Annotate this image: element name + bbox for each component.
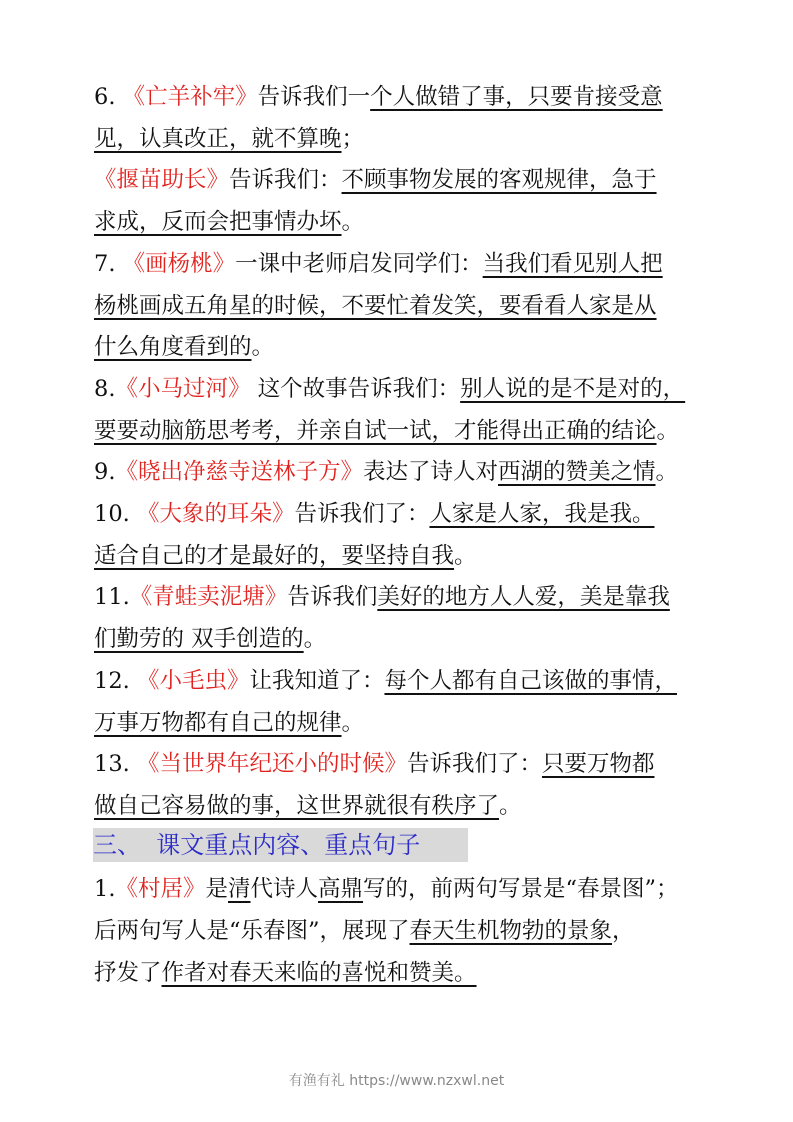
text-segment: 1.	[94, 876, 116, 903]
text-segment: 让我知道了：	[249, 667, 385, 694]
footer-watermark: 有渔有礼 https://www.nzxwl.net	[288, 1073, 505, 1089]
underlined-text: 春天生机物勃的景象	[409, 918, 613, 944]
text-segment: 9.	[94, 459, 116, 486]
text-segment: 6.	[94, 84, 123, 110]
lesson-title: 《青蛙卖泥塘》	[129, 584, 288, 611]
lesson-title: 《画杨桃》	[122, 250, 236, 277]
underlined-text: 西湖的赞美之情	[498, 459, 656, 486]
section-heading: 三、 课文重点内容、重点句子	[93, 828, 468, 862]
underlined-text: 要要动脑筋思考考，并亲自试一试，才能得出正确的结论	[94, 417, 657, 444]
text-line	[94, 576, 704, 618]
underlined-text: 适合自己的才是最好的，要坚持自我	[94, 542, 455, 569]
text-line	[94, 326, 704, 368]
underlined-text: 每个人都有自己该做的事情，	[384, 667, 677, 694]
lesson-title: 《小毛虫》	[136, 667, 250, 694]
text-line	[94, 910, 704, 952]
text-segment: 后两句写人是“乐春图”，展现了	[94, 918, 410, 944]
text-line	[94, 868, 704, 910]
text-segment: 12.	[94, 667, 137, 694]
text-segment: 。	[655, 459, 679, 486]
lesson-title: 《小马过河》	[115, 375, 251, 402]
text-line	[94, 285, 704, 327]
lesson-title: 《晓出净慈寺送林子方》	[115, 459, 363, 486]
text-line	[94, 201, 704, 243]
text-segment: ；	[341, 125, 365, 152]
underlined-text: 作者对春天来临的喜悦和赞美。	[161, 959, 477, 986]
text-line	[94, 451, 704, 493]
text-segment: 告诉我们	[287, 584, 378, 611]
text-segment: 一课中老师启发同学们：	[235, 250, 483, 277]
text-line	[94, 618, 704, 660]
text-segment: 抒发了	[94, 959, 162, 986]
underlined-text: 做自己容易做的事，这世界就很有秩序了	[94, 792, 500, 819]
text-segment: 告诉我们了：	[294, 501, 430, 527]
underlined-text: 别人说的是不是对的，	[460, 375, 686, 402]
text-segment: 11.	[94, 584, 130, 611]
text-segment: 。	[303, 626, 327, 653]
underlined-text: 求成，反而会把事情办坏	[94, 209, 342, 236]
text-line	[94, 243, 704, 285]
text-line	[94, 702, 704, 744]
text-line	[94, 493, 704, 535]
text-segment: 7.	[94, 250, 123, 277]
underlined-text: 清	[228, 876, 251, 903]
lesson-title: 《村居》	[115, 876, 206, 903]
underlined-text: 杨桃画成五角星的时候，不要忙着发笑，要看看人家是从	[94, 292, 657, 319]
text-segment: 10.	[94, 501, 137, 527]
text-line	[94, 118, 704, 160]
text-segment: 告诉我们了：	[406, 751, 542, 778]
text-segment: 代诗人	[250, 876, 319, 903]
lesson-title: 《亡羊补牢》	[122, 84, 258, 110]
underlined-text: 什么角度看到的	[94, 334, 252, 361]
text-line	[94, 159, 704, 201]
text-segment: 是	[205, 876, 228, 903]
underlined-text: 美好的地方人人爱，美是靠我	[377, 584, 670, 611]
lesson-title: 《大象的耳朵》	[136, 501, 295, 527]
text-segment: 13.	[94, 751, 137, 778]
text-segment: 写的，前两句写景是“春景图”；	[363, 876, 679, 903]
text-line	[94, 410, 704, 452]
text-segment: 表达了诗人对	[362, 459, 498, 486]
text-line	[94, 535, 704, 577]
underlined-text: 不顾事物发展的客观规律，急于	[341, 167, 657, 194]
text-line	[94, 76, 704, 118]
text-segment: ，	[612, 918, 635, 944]
underlined-text: 个人做错了事，只要肯接受意	[370, 84, 663, 110]
text-line	[94, 368, 704, 410]
text-segment: 。	[499, 792, 522, 819]
lesson-title: 《当世界年纪还小的时候》	[136, 751, 407, 778]
underlined-text: 只要万物都	[541, 751, 655, 778]
underlined-text: 高鼎	[318, 876, 364, 903]
text-segment: 。	[251, 334, 275, 361]
text-line	[94, 660, 704, 702]
underlined-text: 万事万物都有自己的规律	[94, 709, 342, 736]
text-segment: 。	[341, 709, 365, 736]
text-segment: 。	[341, 209, 365, 236]
text-line	[94, 743, 704, 785]
text-segment: 。	[656, 417, 680, 444]
text-line	[94, 785, 704, 827]
underlined-text: 当我们看见别人把	[482, 250, 663, 277]
text-segment: 告诉我们：	[229, 167, 342, 194]
text-segment: 8.	[94, 375, 116, 402]
text-line	[94, 952, 704, 994]
underlined-text: 人家是人家，我是我。	[429, 501, 655, 527]
text-segment: 。	[454, 542, 477, 569]
text-segment: 告诉我们一	[257, 84, 371, 110]
lesson-title: 《揠苗助长》	[94, 167, 230, 194]
text-segment: 这个故事告诉我们：	[250, 375, 461, 402]
underlined-text: 见，认真改正，就不算晚	[94, 125, 342, 152]
underlined-text: 们勤劳的 双手创造的	[94, 626, 304, 653]
